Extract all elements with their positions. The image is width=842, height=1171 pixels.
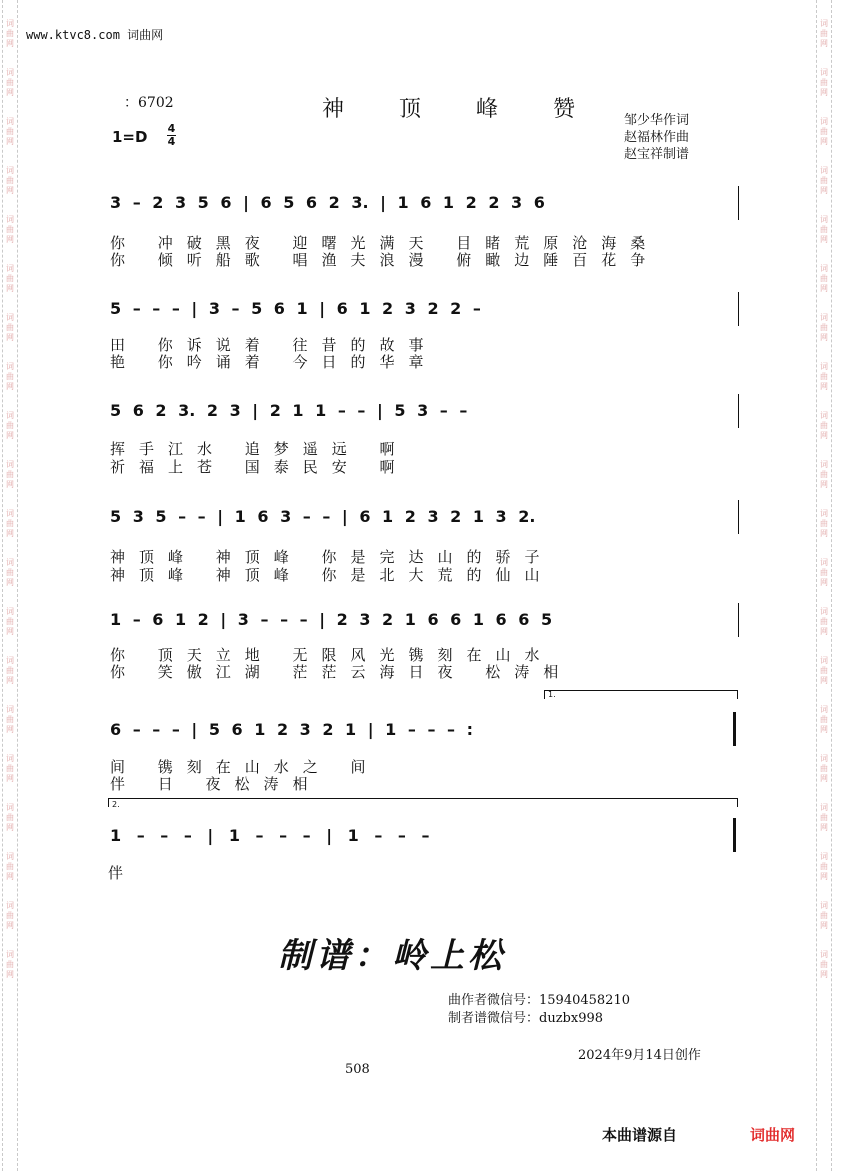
notes-line: 5 – – – | 3 – 5 6 1 | 6 1 2 3 2 2 – <box>110 299 481 318</box>
barline <box>738 292 739 326</box>
arranger-credit: 赵宝祥制谱 <box>624 147 690 162</box>
lyrics-line: 田 你诉说着 往昔的故事 <box>110 336 438 354</box>
lyrics-line: 祈福上苍 国泰民安 啊 <box>110 458 409 476</box>
footer-source-text: 本曲谱源自 <box>602 1126 678 1144</box>
watermark-text: 词曲网 <box>819 705 829 735</box>
composer-credit: 赵福林作曲 <box>624 130 690 145</box>
watermark-text: 词曲网 <box>5 852 15 882</box>
lyrics-line: 神顶峰 神顶峰 你是北大荒的仙山 <box>110 566 554 584</box>
watermark-text: 词曲网 <box>5 362 15 392</box>
volta-1-bracket <box>544 690 738 699</box>
watermark-text: 词曲网 <box>819 264 829 294</box>
lyrics-line: 间 镌刻在山水之 间 <box>110 758 380 776</box>
right-watermark-strip <box>816 0 832 1171</box>
lyricist-credit: 邹少华作词 <box>624 113 690 128</box>
watermark-text: 词曲网 <box>5 803 15 833</box>
notes-line: 5 6 2 3. 2 3 | 2 1 1 – – | 5 3 – – <box>110 401 468 420</box>
meter-bottom: 4 <box>167 135 176 148</box>
watermark-text: 词曲网 <box>819 411 829 441</box>
watermark-text: 词曲网 <box>819 950 829 980</box>
watermark-text: 词曲网 <box>5 705 15 735</box>
watermark-text: 词曲网 <box>819 460 829 490</box>
watermark-text: 词曲网 <box>819 166 829 196</box>
lyrics-line: 艳 你吟诵着 今日的华章 <box>110 353 438 371</box>
song-title: 神 顶 峰 赞 <box>322 97 599 122</box>
contact-info <box>448 992 630 1028</box>
watermark-text: 词曲网 <box>5 754 15 784</box>
credits <box>624 112 689 163</box>
notes-line: 6 – – – | 5 6 1 2 3 2 1 | 1 – – – : <box>110 720 473 739</box>
notes-line: 5 3 5 – – | 1 6 3 – – | 6 1 2 3 2 1 3 2. <box>110 507 536 526</box>
repeat-barline <box>733 712 736 746</box>
watermark-text: 词曲网 <box>819 754 829 784</box>
barline <box>738 394 739 428</box>
notes-line: 3 – 2 3 5 6 | 6 5 6 2 3. | 1 6 1 2 2 3 6 <box>110 193 545 212</box>
watermark-text: 词曲网 <box>5 607 15 637</box>
watermark-text: 词曲网 <box>819 19 829 49</box>
watermark-text: 词曲网 <box>819 362 829 392</box>
barline <box>738 186 739 220</box>
volta-2-label: 2. <box>112 800 120 809</box>
time-signature <box>167 124 176 147</box>
arranger-signature: 制谱：岭上松 <box>278 936 506 976</box>
watermark-text: 词曲网 <box>5 901 15 931</box>
lyrics-line: 你 冲破黑夜 迎曙光满天 目睹荒原沧海桑 <box>110 234 660 252</box>
watermark-text: 词曲网 <box>5 264 15 294</box>
watermark-text: 词曲网 <box>819 803 829 833</box>
left-watermark-strip <box>2 0 18 1171</box>
lyrics-line: 伴 日 夜松涛相 <box>110 775 322 793</box>
song-code: ：6702 <box>124 95 174 111</box>
watermark-text: 词曲网 <box>5 558 15 588</box>
watermark-text: 词曲网 <box>819 901 829 931</box>
notes-line: 1 – – – | 1 – – – | 1 – – – <box>110 826 430 845</box>
watermark-text: 词曲网 <box>819 68 829 98</box>
volta-2-bracket <box>108 798 738 807</box>
watermark-text: 词曲网 <box>819 558 829 588</box>
barline <box>738 500 739 534</box>
watermark-text: 词曲网 <box>5 117 15 147</box>
footer-brand-link[interactable]: 词曲网 <box>750 1126 796 1144</box>
watermark-text: 词曲网 <box>5 509 15 539</box>
watermark-text: 词曲网 <box>819 852 829 882</box>
site-header: www.ktvc8.com 词曲网 <box>26 28 164 42</box>
volta-1-label: 1. <box>548 690 556 699</box>
watermark-text: 词曲网 <box>5 460 15 490</box>
key-signature: 1=D <box>112 128 148 146</box>
lyrics-line: 挥手江水 追梦遥远 啊 <box>110 440 409 458</box>
meter-top: 4 <box>167 122 176 135</box>
composer-wechat: 曲作者微信号：15940458210 <box>448 993 630 1008</box>
watermark-text: 词曲网 <box>5 19 15 49</box>
watermark-text: 词曲网 <box>819 313 829 343</box>
lyrics-line: 伴 <box>108 864 138 882</box>
creation-date: 2024年9月14日创作 <box>578 1048 701 1063</box>
watermark-text: 词曲网 <box>5 68 15 98</box>
lyrics-line: 你 顶天立地 无限风光镌刻在山水 <box>110 646 554 664</box>
watermark-text: 词曲网 <box>5 313 15 343</box>
watermark-text: 词曲网 <box>819 607 829 637</box>
watermark-text: 词曲网 <box>5 950 15 980</box>
watermark-text: 词曲网 <box>819 117 829 147</box>
watermark-text: 词曲网 <box>5 656 15 686</box>
watermark-text: 词曲网 <box>5 215 15 245</box>
page-number: 508 <box>345 1062 370 1077</box>
watermark-text: 词曲网 <box>819 215 829 245</box>
barline <box>738 603 739 637</box>
notes-line: 1 – 6 1 2 | 3 – – – | 2 3 2 1 6 6 1 6 6 5 <box>110 610 553 629</box>
lyrics-line: 你 笑傲江湖 茫茫云海日夜 松涛相 <box>110 663 573 681</box>
arranger-wechat: 制者谱微信号：duzbx998 <box>448 1011 604 1026</box>
lyrics-line: 你 倾听船歌 唱渔夫浪漫 俯瞰边陲百花争 <box>110 251 660 269</box>
watermark-text: 词曲网 <box>5 411 15 441</box>
watermark-text: 词曲网 <box>819 656 829 686</box>
watermark-text: 词曲网 <box>5 166 15 196</box>
watermark-text: 词曲网 <box>819 509 829 539</box>
lyrics-line: 神顶峰 神顶峰 你是完达山的骄子 <box>110 548 554 566</box>
final-barline <box>733 818 736 852</box>
